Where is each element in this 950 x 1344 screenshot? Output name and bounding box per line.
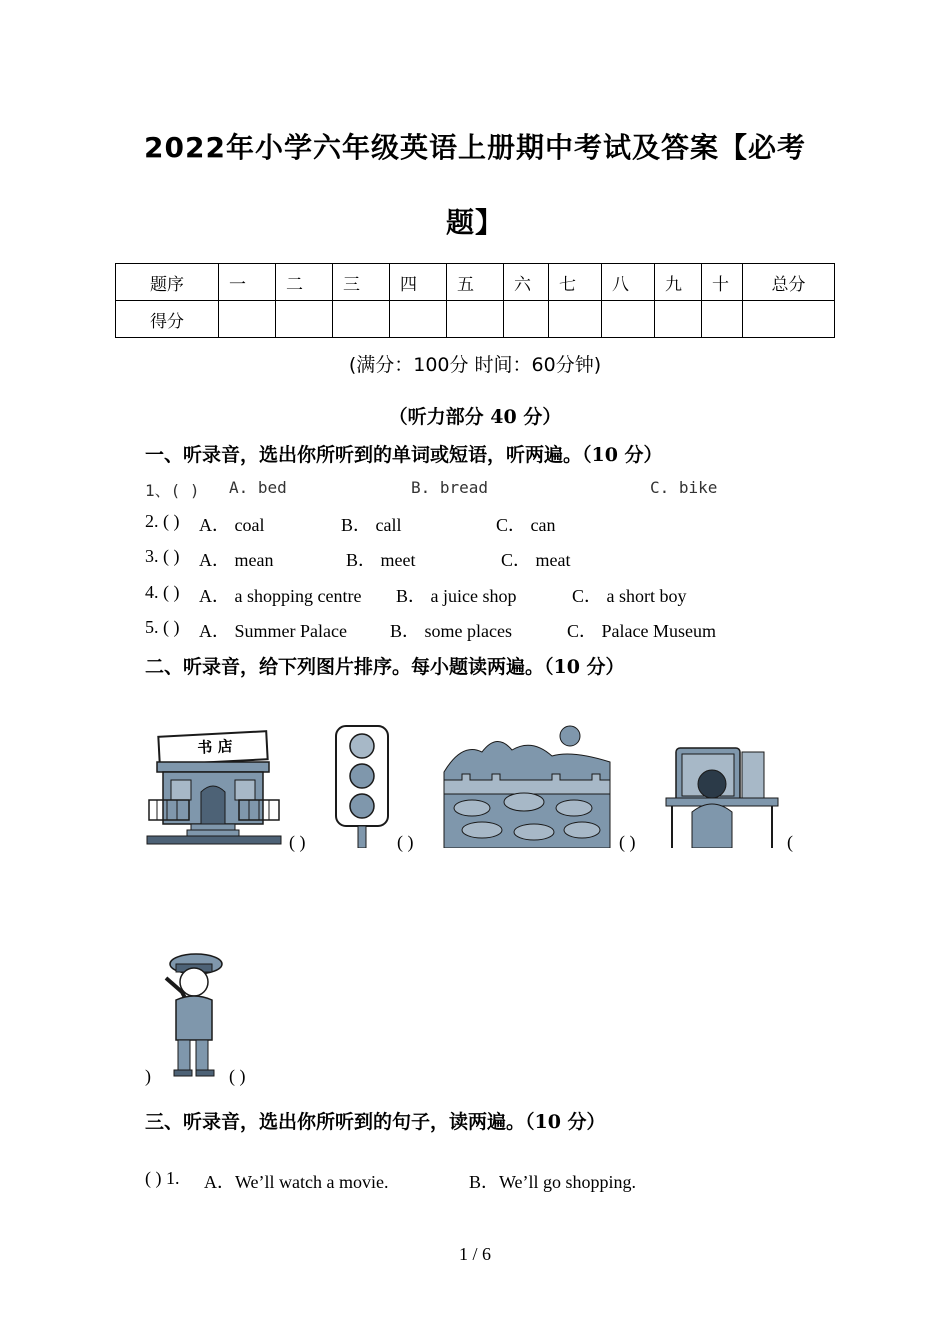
- table-cell: 八: [602, 264, 655, 301]
- answer-blank[interactable]: ( ): [397, 832, 414, 852]
- question-row: [145, 511, 845, 533]
- question-number: 5. ( ): [145, 617, 180, 637]
- option-b[interactable]: B． a juice shop: [396, 586, 517, 606]
- option-b[interactable]: B．We’ll go shopping.: [469, 1172, 637, 1192]
- great-wall-food-illustration: [442, 722, 612, 848]
- option-a[interactable]: A． mean: [199, 550, 274, 570]
- score-cell[interactable]: [702, 301, 743, 338]
- score-cell[interactable]: [219, 301, 276, 338]
- question-number: 2. ( ): [145, 511, 180, 531]
- option-c[interactable]: C． can: [496, 515, 556, 535]
- bookstore-sign: 书 店: [196, 737, 234, 757]
- page-title-continued: 题】: [445, 206, 504, 239]
- score-cell[interactable]: [447, 301, 504, 338]
- answer-blank-open[interactable]: (: [787, 832, 793, 852]
- listening-part-heading: （听力部分 40 分）: [388, 406, 562, 428]
- score-table: [115, 263, 835, 338]
- score-table-header-row: [116, 264, 835, 301]
- table-cell: 十: [702, 264, 743, 301]
- option-a[interactable]: A． Summer Palace: [199, 621, 347, 641]
- page-title: 2022年小学六年级英语上册期中考试及答案【必考: [144, 131, 806, 164]
- option-a[interactable]: A． coal: [199, 515, 265, 535]
- table-cell: 题序: [116, 264, 219, 301]
- section3-heading: 三、听录音，选出你所听到的句子，读两遍。（10 分）: [145, 1111, 606, 1133]
- table-cell: 九: [655, 264, 702, 301]
- answer-blank[interactable]: ( ): [229, 1066, 246, 1086]
- table-cell: 总分: [743, 264, 835, 301]
- page-number: 1 / 6: [458, 1244, 491, 1264]
- option-c[interactable]: C. bike: [650, 478, 718, 497]
- table-cell: 六: [504, 264, 549, 301]
- question-row: [145, 546, 845, 568]
- option-c[interactable]: C． a short boy: [572, 586, 687, 606]
- score-cell[interactable]: [333, 301, 390, 338]
- traffic-light-illustration: [332, 722, 392, 848]
- score-cell[interactable]: [504, 301, 549, 338]
- answer-blank-close[interactable]: ): [145, 1066, 151, 1086]
- score-table-score-row: [116, 301, 835, 338]
- score-cell[interactable]: [743, 301, 835, 338]
- table-cell: 得分: [116, 301, 219, 338]
- question-number: 3. ( ): [145, 546, 180, 566]
- table-cell: 二: [276, 264, 333, 301]
- exam-meta: (满分：100分 时间：60分钟): [348, 354, 602, 376]
- score-cell[interactable]: [602, 301, 655, 338]
- question-row: [145, 478, 845, 500]
- score-cell[interactable]: [549, 301, 602, 338]
- question-number: ( ) 1.: [145, 1168, 180, 1188]
- score-cell[interactable]: [390, 301, 447, 338]
- question-number: 1、( ): [145, 481, 200, 500]
- question-row: [145, 582, 845, 604]
- option-a[interactable]: A．We’ll watch a movie.: [204, 1172, 389, 1192]
- table-cell: 三: [333, 264, 390, 301]
- table-cell: 五: [447, 264, 504, 301]
- option-a[interactable]: A. bed: [229, 478, 287, 497]
- score-cell[interactable]: [276, 301, 333, 338]
- option-b[interactable]: B. bread: [411, 478, 489, 497]
- girl-computer-illustration: [664, 746, 780, 848]
- option-c[interactable]: C． Palace Museum: [567, 621, 716, 641]
- question-row: [145, 1168, 845, 1190]
- option-b[interactable]: B． meet: [346, 550, 416, 570]
- section2-heading: 二、听录音，给下列图片排序。每小题读两遍。（10 分）: [145, 656, 625, 678]
- option-b[interactable]: B． some places: [390, 621, 512, 641]
- table-cell: 四: [390, 264, 447, 301]
- question-row: [145, 617, 845, 639]
- police-officer-illustration: [160, 948, 224, 1078]
- question-number: 4. ( ): [145, 582, 180, 602]
- option-c[interactable]: C． meat: [501, 550, 571, 570]
- option-a[interactable]: A． a shopping centre: [199, 586, 362, 606]
- option-b[interactable]: B． call: [341, 515, 402, 535]
- table-cell: 七: [549, 264, 602, 301]
- section1-heading: 一、听录音，选出你所听到的单词或短语，听两遍。（10 分）: [145, 444, 663, 466]
- answer-blank[interactable]: ( ): [619, 832, 636, 852]
- score-cell[interactable]: [655, 301, 702, 338]
- answer-blank[interactable]: ( ): [289, 832, 306, 852]
- table-cell: 一: [219, 264, 276, 301]
